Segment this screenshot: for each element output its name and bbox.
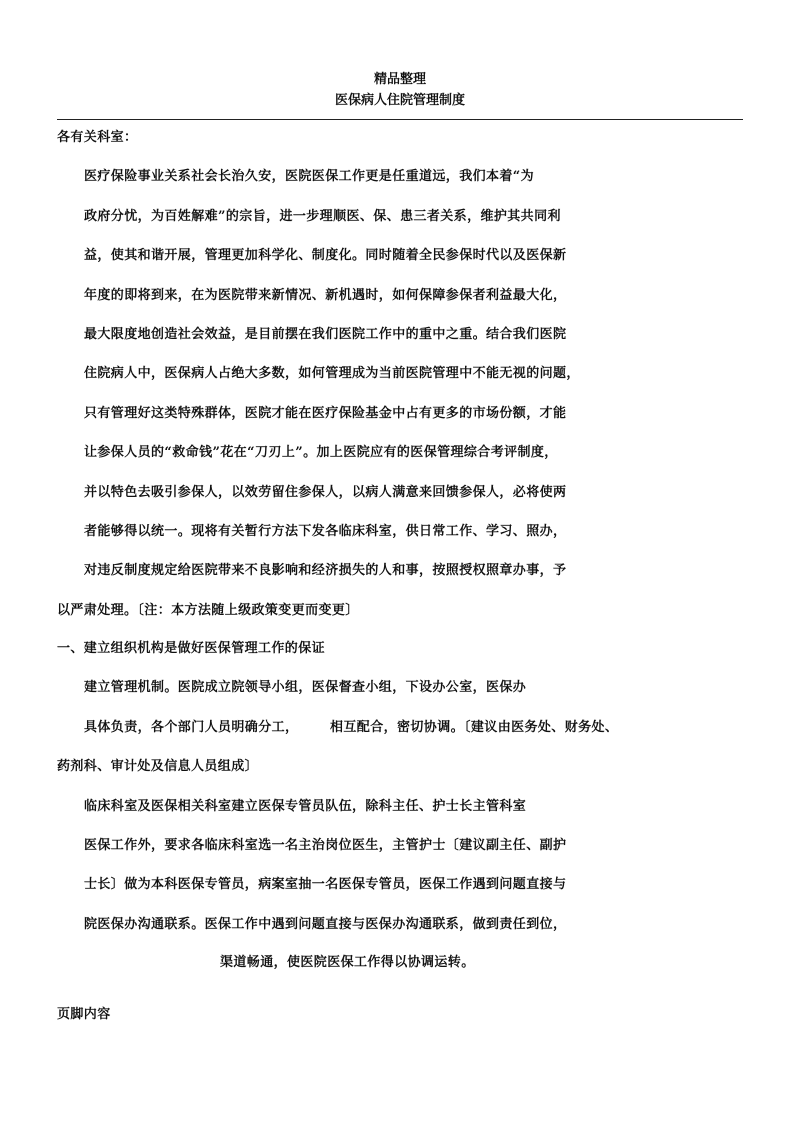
section-1-p1-line-1: 建立管理机制。医院成立院领导小组，医保督查小组，下设办公室，医保办 <box>84 680 527 695</box>
section-1-p2-line-1: 临床科室及医保相关科室建立医保专管员队伍，除科主任、护士长主管科室 <box>84 799 527 814</box>
intro-line-7: 只有管理好这类特殊群体，医院才能在医疗保险基金中占有更多的市场份额，才能 <box>84 406 567 421</box>
section-1-heading: 一、建立组织机构是做好医保管理工作的保证 <box>57 641 326 656</box>
header-top-label: 精品整理 <box>373 72 426 87</box>
intro-line-6: 住院病人中，医保病人占绝大多数，如何管理成为当前医院管理中不能无视的问题， <box>84 366 580 381</box>
intro-line-1: 医疗保险事业关系社会长治久安，医院医保工作更是任重道远，我们本着“为 <box>84 169 535 184</box>
document-title: 医保病人住院管理制度 <box>334 93 465 108</box>
section-1-p1-line-2a: 具体负责，各个部门人员明确分工， <box>84 720 299 735</box>
section-1-p2-line-3: 士长〕做为本科医保专管员，病案室抽一名医保专管员，医保工作遇到问题直接与 <box>84 877 567 892</box>
intro-line-8: 让参保人员的“救命钱”花在“刀刃上”。加上医院应有的医保管理综合考评制度， <box>84 445 558 460</box>
intro-line-last: 以严肃处理。〔注：本方法随上级政策变更而变更〕 <box>57 603 359 618</box>
section-1-p2-line-2: 医保工作外，要求各临床科室选一名主治岗位医生，主管护士〔建议副主任、副护 <box>84 838 567 853</box>
intro-line-4: 年度的即将到来，在为医院带来新情况、新机遇时，如何保障参保者利益最大化， <box>84 288 567 303</box>
section-1-p1-line-2b: 相互配合，密切协调。〔建议由医务处、财务处、 <box>330 720 619 735</box>
section-1-p1-line-3: 药剂科、审计处及信息人员组成〕 <box>57 759 259 774</box>
footer-label: 页脚内容 <box>57 1007 111 1022</box>
intro-line-11: 对违反制度规定给医院带来不良影响和经济损失的人和事，按照授权照章办事，予 <box>84 563 567 578</box>
header-divider <box>57 119 743 120</box>
intro-line-2: 政府分忧，为百姓解难”的宗旨，进一步理顺医、保、患三者关系，维护其共同利 <box>84 209 561 224</box>
salutation: 各有关科室： <box>57 130 138 145</box>
intro-line-9: 并以特色去吸引参保人，以效劳留住参保人，以病人满意来回馈参保人，必将使两 <box>84 485 567 500</box>
intro-line-10: 者能够得以统一。现将有关暂行方法下发各临床科室，供日常工作、学习、照办， <box>84 524 567 539</box>
section-1-p2-line-4: 院医保办沟通联系。医保工作中遇到问题直接与医保办沟通联系，做到责任到位， <box>84 917 567 932</box>
intro-line-5: 最大限度地创造社会效益，是目前摆在我们医院工作中的重中之重。结合我们医院 <box>84 327 567 342</box>
section-1-p2-last-line: 渠道畅通，使医院医保工作得以协调运转。 <box>220 955 475 970</box>
intro-line-3: 益，使其和谐开展，管理更加科学化、制度化。同时随着全民参保时代以及医保新 <box>84 248 567 263</box>
